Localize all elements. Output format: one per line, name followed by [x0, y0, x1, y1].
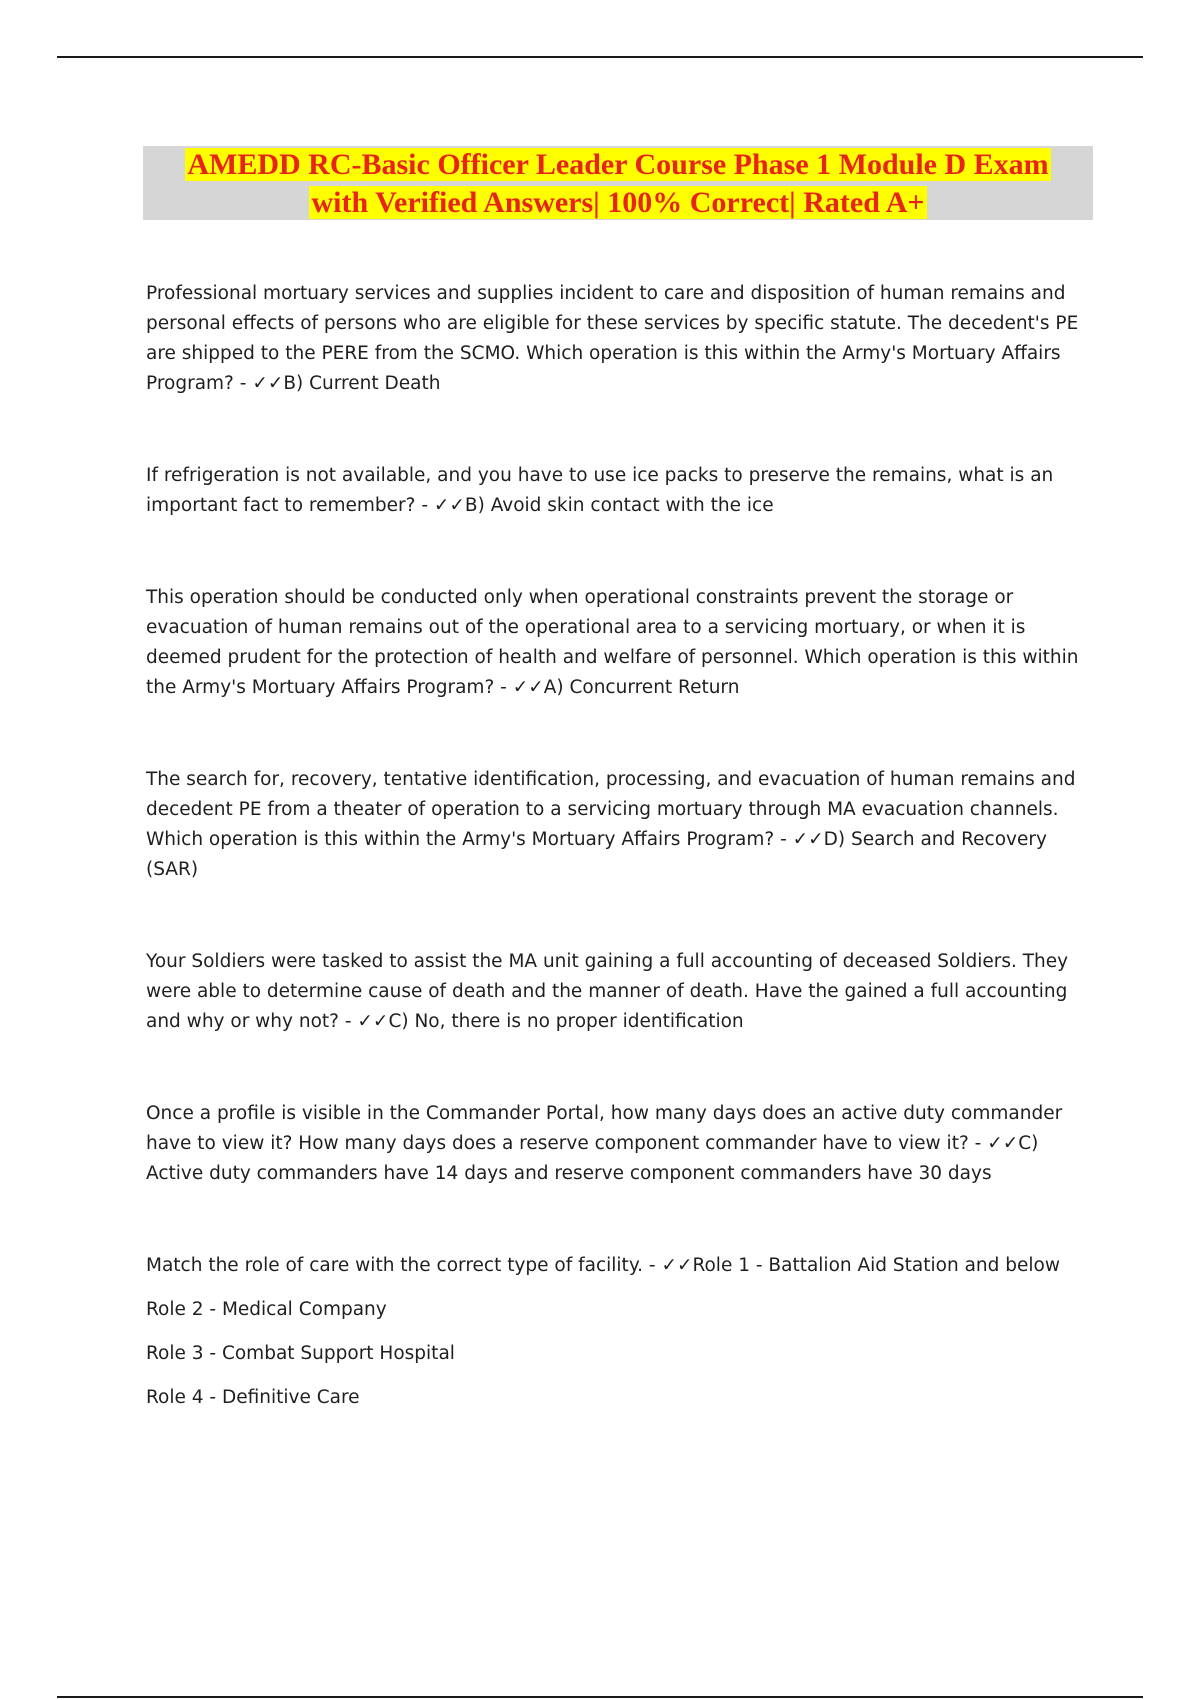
answer-text: B) Current Death	[283, 373, 441, 394]
question-text: This operation should be conducted only when operational constraints prevent the storage or evacuation of human remains out of the operational area to a servicing mortuary, or when it is deemed prudent for the protection of health and welfare of personnel. Which operation is this within the Army's Mortuary Affairs Program? -	[146, 587, 1079, 698]
role-line: Role 3 - Combat Support Hospital	[146, 1343, 455, 1364]
question-text: Once a profile is visible in the Commander Portal, how many days does an active duty commander have to view it? How many days does a reserve component commander have to view it? -	[146, 1103, 1063, 1154]
role-line: Role 2 - Medical Company	[146, 1299, 387, 1320]
qa-list	[146, 279, 1096, 1413]
title-line-2: with Verified Answers| 100% Correct| Rated A+	[311, 186, 925, 219]
qa-item	[146, 1099, 1096, 1189]
check-icon: ✓✓	[661, 1255, 693, 1276]
check-icon: ✓✓	[433, 495, 465, 516]
qa-item	[146, 1251, 1096, 1281]
check-icon: ✓✓	[792, 829, 824, 850]
qa-item	[146, 279, 1096, 399]
answer-text: B) Avoid skin contact with the ice	[464, 495, 774, 516]
question-text: If refrigeration is not available, and you have to use ice packs to preserve the remains, what is an important fact to remember? -	[146, 465, 1054, 516]
qa-item	[146, 947, 1096, 1037]
answer-text: C) Active duty commanders have 14 days and reserve component commanders have 30 days	[146, 1133, 1039, 1184]
title-line-1: AMEDD RC-Basic Officer Leader Course Phase 1 Module D Exam	[187, 148, 1049, 181]
top-rule	[57, 56, 1143, 58]
qa-item	[146, 583, 1096, 703]
document-title	[143, 146, 1093, 220]
question-text: The search for, recovery, tentative identification, processing, and evacuation of human remains and decedent PE from a theater of operation to a servicing mortuary through MA evacuation channels. Which operation is this within the Army's Mortuary Affairs Program? -	[146, 769, 1076, 850]
qa-item	[146, 461, 1096, 521]
answer-text: A) Concurrent Return	[543, 677, 740, 698]
question-text: Professional mortuary services and supplies incident to care and disposition of human remains and personal effects of persons who are eligible for these services by specific statute. The decedent's PE are shipped to the PERE from the SCMO. Which operation is this within the Army's Mortuary Affairs Program? -	[146, 283, 1079, 394]
question-text: Match the role of care with the correct type of facility. -	[146, 1255, 662, 1276]
check-icon: ✓✓	[987, 1133, 1019, 1154]
check-icon: ✓✓	[252, 373, 284, 394]
role-line: Role 4 - Definitive Care	[146, 1387, 360, 1408]
qa-item	[146, 765, 1096, 885]
answer-text: C) No, there is no proper identification	[388, 1011, 744, 1032]
check-icon: ✓✓	[357, 1011, 389, 1032]
check-icon: ✓✓	[512, 677, 544, 698]
answer-text: D) Search and Recovery (SAR)	[146, 829, 1047, 880]
bottom-rule	[57, 1696, 1143, 1698]
question-text: Your Soldiers were tasked to assist the MA unit gaining a full accounting of deceased Soldiers. They were able to determine cause of death and the manner of death. Have the gained a full accounting and why or why not? -	[146, 951, 1069, 1032]
answer-text: Role 1 - Battalion Aid Station and below	[692, 1255, 1060, 1276]
